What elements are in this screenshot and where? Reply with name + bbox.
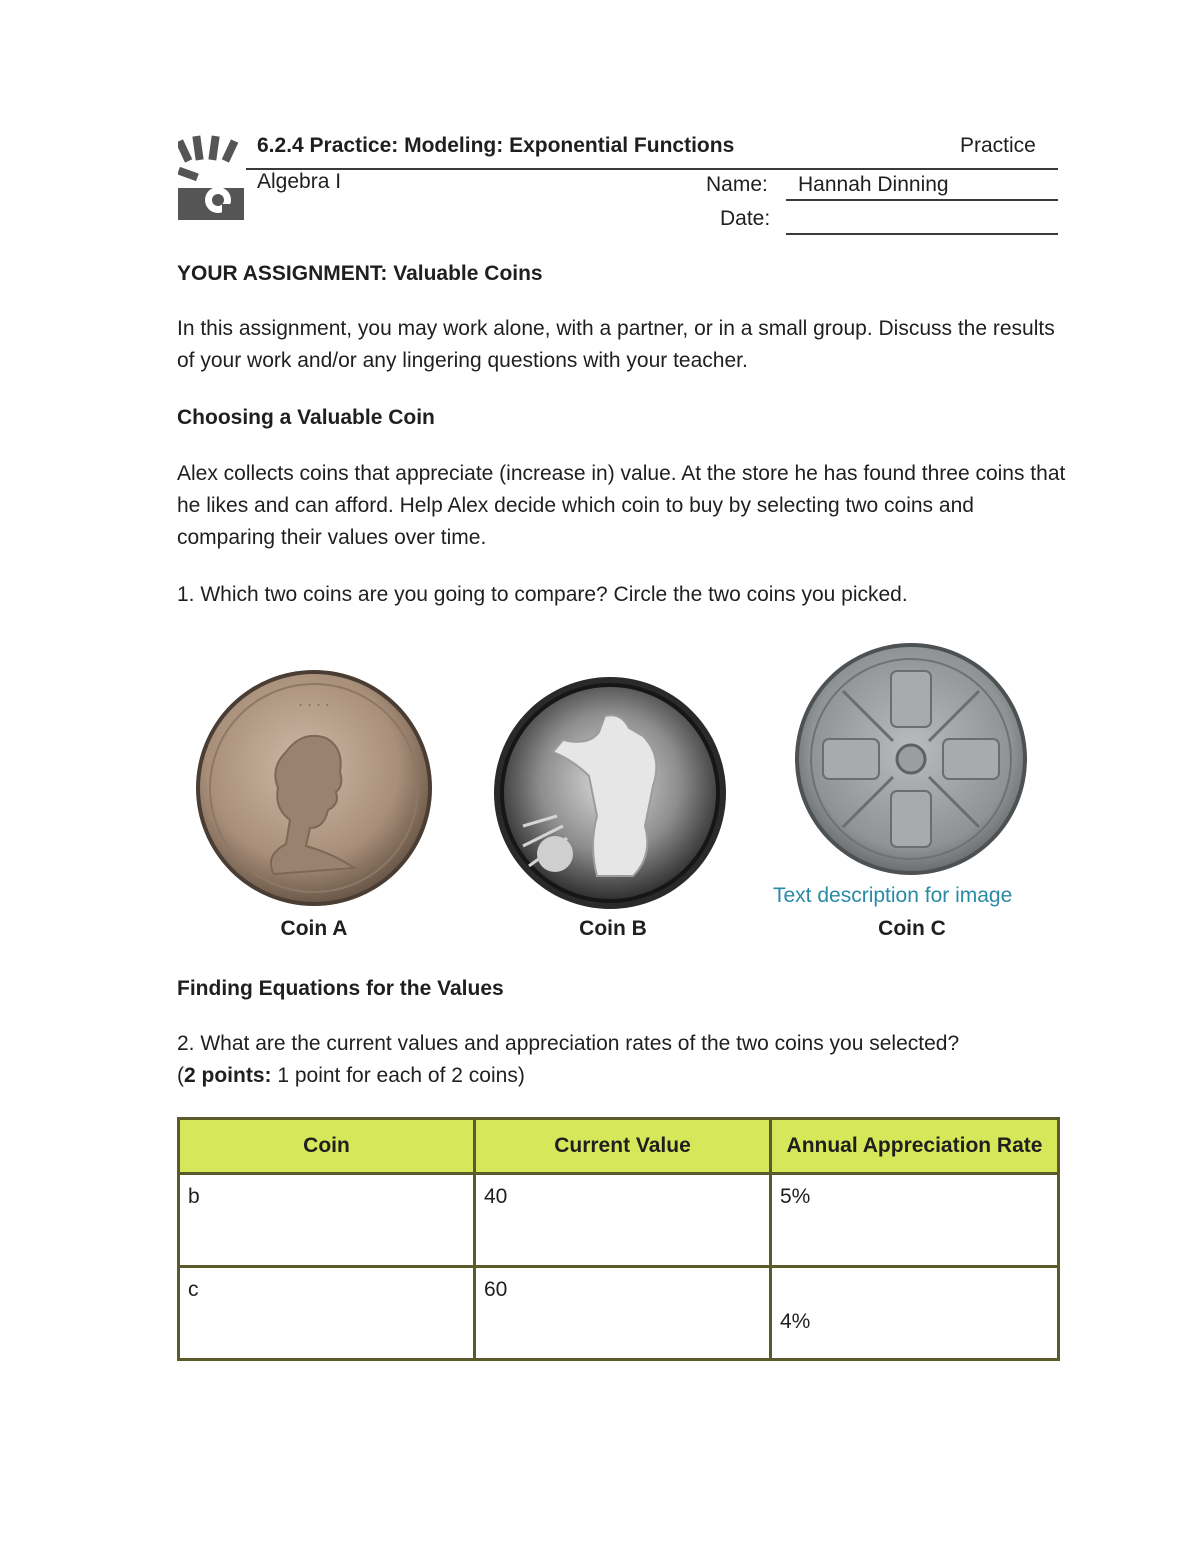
cell-appreciation-rate-value: 4% — [780, 1310, 811, 1333]
svg-text:· · · ·: · · · · — [298, 698, 330, 714]
question-2-number: 2. — [177, 1032, 195, 1055]
cell-appreciation-rate[interactable] — [771, 1267, 1059, 1360]
image-description-link[interactable]: Text description for image — [773, 884, 1013, 907]
question-1: 1. Which two coins are you going to compare? Circle the two coins you picked. — [177, 583, 908, 606]
header-current-value: Current Value — [475, 1119, 771, 1174]
name-field[interactable]: Hannah Dinning — [798, 173, 949, 196]
values-table — [177, 1117, 1060, 1361]
points-open: ( — [177, 1064, 184, 1087]
header-appreciation-rate: Annual Appreciation Rate — [771, 1119, 1059, 1174]
name-label: Name: — [706, 173, 768, 196]
question-2-text: What are the current values and appreciation rates of the two coins you selected? — [194, 1032, 960, 1055]
coin-b-label: Coin B — [579, 917, 647, 940]
date-field[interactable] — [786, 233, 1058, 235]
coin-c-image[interactable] — [793, 641, 1029, 877]
question-2 — [177, 1028, 1077, 1092]
table-header-row — [179, 1119, 1059, 1174]
logo-icon — [178, 134, 244, 220]
intro-paragraph: In this assignment, you may work alone, with a partner, or in a small group. Discuss the results of your work and/or any lingering questions with your teacher. — [177, 317, 1055, 372]
coin-a-label: Coin A — [280, 917, 348, 940]
cell-current-value[interactable]: 60 — [475, 1267, 771, 1360]
section-heading-equations: Finding Equations for the Values — [177, 977, 504, 1000]
points-rest: 1 point for each of 2 coins) — [271, 1064, 525, 1087]
coin-c-label: Coin C — [878, 917, 946, 940]
cell-coin[interactable]: b — [179, 1174, 475, 1267]
points-bold: 2 points: — [184, 1064, 272, 1087]
coin-a-image[interactable] — [194, 668, 434, 908]
scenario-paragraph: Alex collects coins that appreciate (increase in) value. At the store he has found three coins that he likes and can afford. Help Alex decide which coin to buy by selecting two coins and comparing their values over time. — [177, 462, 1066, 549]
header-divider — [246, 168, 1058, 170]
date-label: Date: — [720, 207, 771, 230]
coin-b-image[interactable] — [493, 676, 727, 910]
cell-coin[interactable]: c — [179, 1267, 475, 1360]
assignment-heading: YOUR ASSIGNMENT: Valuable Coins — [177, 262, 543, 285]
document-type: Practice — [960, 134, 1036, 157]
section-heading-choosing: Choosing a Valuable Coin — [177, 406, 435, 429]
header-coin: Coin — [179, 1119, 475, 1174]
course-name: Algebra I — [257, 170, 342, 193]
page-title: 6.2.4 Practice: Modeling: Exponential Functions — [257, 134, 735, 157]
cell-appreciation-rate[interactable]: 5% — [771, 1174, 1059, 1267]
table-row — [179, 1174, 1059, 1267]
table-row — [179, 1267, 1059, 1360]
name-underline — [786, 199, 1058, 201]
cell-current-value[interactable]: 40 — [475, 1174, 771, 1267]
